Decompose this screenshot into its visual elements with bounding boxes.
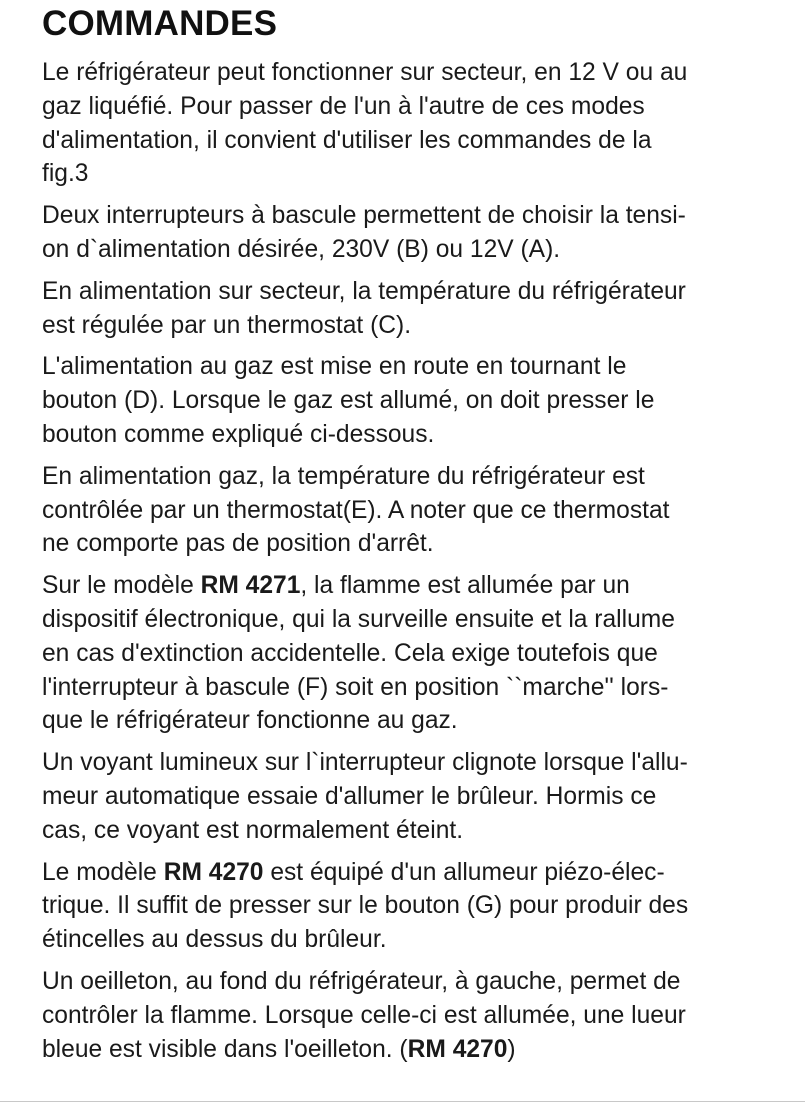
text-line: gaz liquéfié. Pour passer de l'un à l'autre de ces modes	[42, 92, 645, 120]
text-line: bouton (D). Lorsque le gaz est allumé, on doit presser le	[42, 387, 655, 415]
text-segment: est équipé d'un allumeur piézo-élec-	[263, 858, 665, 886]
text-line: En alimentation gaz, la température du réfrigérateur est	[42, 462, 645, 490]
paragraph-peephole	[42, 965, 787, 1066]
text-line: ne comporte pas de position d'arrêt.	[42, 530, 434, 558]
text-line: Le réfrigérateur peut fonctionner sur secteur, en 12 V ou au	[42, 59, 688, 86]
text-line	[42, 1033, 787, 1067]
paragraph-mains-thermostat	[42, 275, 787, 343]
text-segment: )	[507, 1035, 516, 1063]
text-line: dispositif électronique, qui la surveille ensuite et la rallume	[42, 605, 675, 633]
paragraph-rocker-switches	[42, 199, 787, 267]
model-name-rm4270: RM 4270	[407, 1035, 508, 1063]
text-line: contrôlée par un thermostat(E). A noter que ce thermostat	[42, 496, 670, 524]
paragraph-gas-thermostat	[42, 460, 787, 561]
text-line: Un voyant lumineux sur l`interrupteur clignote lorsque l'allu-	[42, 749, 688, 777]
text-line: bouton comme expliqué ci-dessous.	[42, 420, 435, 448]
text-line: d'alimentation, il convient d'utiliser les commandes de la	[42, 126, 652, 154]
text-line: Deux interrupteurs à bascule permettent de choisir la tensi-	[42, 202, 686, 230]
paragraph-rm4271	[42, 569, 787, 738]
paragraph-power-modes	[42, 56, 787, 191]
text-line: l'interrupteur à bascule (F) soit en position ``marche'' lors-	[42, 673, 669, 701]
text-segment: , la flamme est allumée par un	[300, 572, 630, 600]
model-name-rm4271: RM 4271	[200, 572, 301, 600]
text-segment: bleue est visible dans l'oeilleton. (	[42, 1035, 408, 1063]
paragraph-gas-knob	[42, 350, 787, 451]
text-line: trique. Il suffit de presser sur le bouton (G) pour produir des	[42, 892, 689, 920]
text-line	[42, 569, 787, 603]
page-title: COMMANDES	[42, 4, 278, 43]
text-line: étincelles au dessus du brûleur.	[42, 926, 387, 954]
document-page	[42, 0, 787, 1074]
text-line: L'alimentation au gaz est mise en route en tournant le	[42, 353, 627, 381]
text-line: En alimentation sur secteur, la température du réfrigérateur	[42, 277, 686, 305]
text-line: on d`alimentation désirée, 230V (B) ou 12V (A).	[42, 235, 561, 263]
page-bottom-divider	[0, 1101, 805, 1102]
text-line: cas, ce voyant est normalement éteint.	[42, 816, 464, 844]
text-line	[42, 856, 787, 890]
text-segment: Sur le modèle	[42, 572, 201, 600]
text-line: Un oeilleton, au fond du réfrigérateur, à gauche, permet de	[42, 967, 681, 995]
text-line: en cas d'extinction accidentelle. Cela exige toutefois que	[42, 639, 658, 667]
text-line: est régulée par un thermostat (C).	[42, 311, 412, 339]
text-line: contrôler la flamme. Lorsque celle-ci est allumée, une lueur	[42, 1001, 686, 1029]
text-line: meur automatique essaie d'allumer le brûleur. Hormis ce	[42, 782, 657, 810]
text-line: que le réfrigérateur fonctionne au gaz.	[42, 707, 458, 735]
paragraph-indicator-light	[42, 746, 787, 847]
paragraph-rm4270-igniter	[42, 856, 787, 957]
text-line: fig.3	[42, 160, 89, 188]
model-name-rm4270: RM 4270	[163, 858, 264, 886]
text-segment: Le modèle	[42, 858, 164, 886]
